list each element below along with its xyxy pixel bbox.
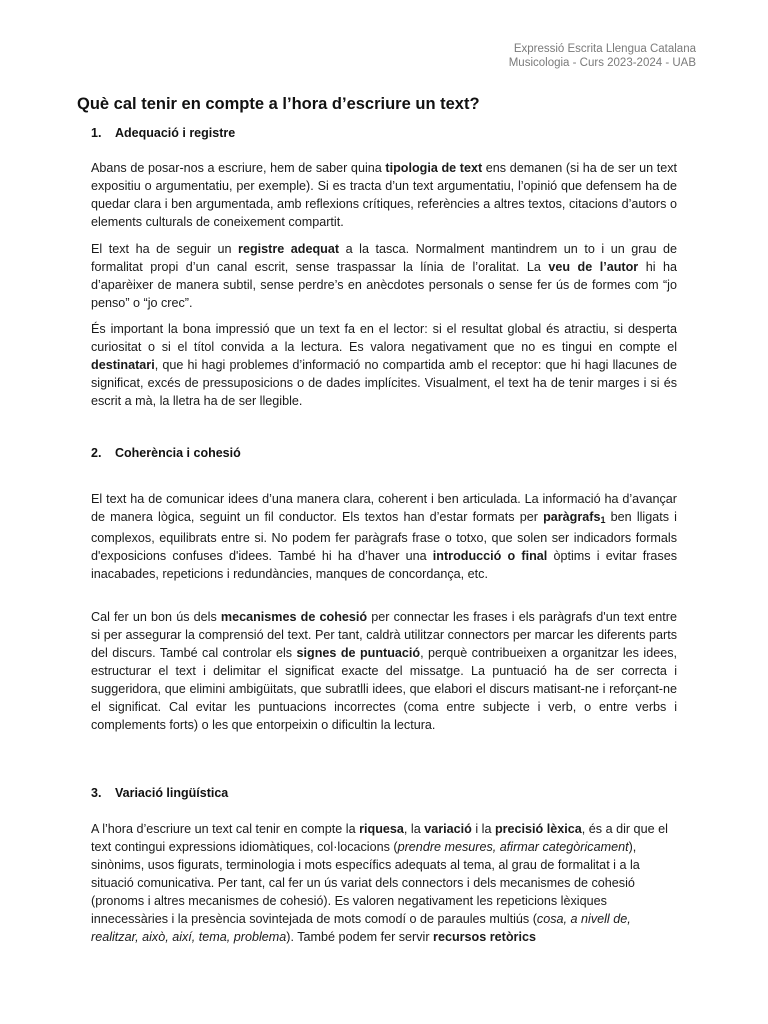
text-run: , és a dir que el text contingui expressions idiomàtiques, col·locacions ( [91,822,668,854]
text-run: , la [403,822,425,836]
paragraph [91,159,677,231]
text-run: El text ha de comunicar idees d’una manera clara, coherent i ben articulada. La informació ha d’avançar de manera lògica, seguint un fil conductor. Els textos han d’estar formats per [91,492,677,524]
footnote-marker: 1 [600,515,606,525]
section-3-heading [91,786,228,800]
text-run: Abans de posar-nos a escriure, hem de saber quina [91,161,386,175]
bold-term: destinatari [91,358,155,372]
text-run: , perquè contribueixen a organitzar les idees, estructurar el text i delimitar el significat exacte del missatge. La puntuació ha de ser correcta i suggeridora, que elimini ambigüitats, que subratlli idees, que elabori el discurs matisant-ne i reforçant-ne el significat. Cal evitar les puntuacions incorrectes (coma entre subjecte i verb, o entre verbs i complements forts) o les que entorpeixin o dificultin la lectura. [91,646,677,732]
bold-term: precisió lèxica [494,822,582,836]
text-run: a la tasca. Normalment mantindrem un to i un grau de formalitat propi d’un canal escrit, sense traspassar la línia de l’oralitat. La [91,242,677,274]
header-course-name: Expressió Escrita Llengua Catalana [513,43,696,55]
text-run: òptims i evitar frases inacabades, repeticions i redundàncies, manques de concordança, etc. [91,549,677,581]
text-run: hi ha d’aparèixer de manera subtil, sense perdre’s en anècdotes personals o sense fer ús de formes com “jo penso” o “jo crec”. [91,260,678,310]
paragraph [91,240,677,312]
bold-term: registre adequat [238,242,340,256]
paragraph [91,320,677,410]
text-run: ens demanen (si ha de ser un text expositiu o argumentatiu, per exemple). Si es tracta d’un text argumentatiu, l’opinió que defensem ha de quedar clara i ben argumentada, amb reflexions crítiques, referències a altres textos, citacions d’autors o elements culturals de coneixement compartit. [91,161,678,229]
bold-term: veu de l’autor [548,260,639,274]
bold-term: mecanismes de cohesió [220,610,368,624]
bold-term: tipologia de text [385,161,483,175]
text-run: i la [471,822,495,836]
text-run: És important la bona impressió que un text fa en el lector: si el resultat global és atractiu, si desperta curiositat o si el títol convida a la lectura. Es valora negativament que no es tingui en compte el [91,322,677,354]
bold-term: recursos retòrics [433,930,536,944]
paragraph [91,820,677,946]
bold-term: signes de puntuació [296,646,421,660]
text-run: ). També podem fer servir [286,930,434,944]
section-number: 1. [91,126,102,140]
header-course-info: Musicologia - Curs 2023-2024 - UAB [508,57,696,69]
bold-term: introducció o final [432,549,548,563]
bold-term: riquesa [359,822,404,836]
text-run: ), sinònims, usos figurats, terminologia i mots específics adequats al tema, al grau de formalitat i a la situació comunicativa. Per tant, cal fer un ús variat dels connectors i dels mecanismes de cohesió (pronoms i altres mecanismes de cohesió). Es valoren negativament les repeticions lèxiques innecessàries i la presència sovintejada de mots comodí o de paraules multiús ( [91,840,640,926]
section-number: 2. [91,446,102,460]
text-run: per connectar les frases i els paràgrafs d'un text entre si per assegurar la comprensió del text. Per tant, caldrà utilitzar connectors per marcar les diferents parts del discurs. També cal controlar els [91,610,677,660]
text-run: El text ha de seguir un [91,242,239,256]
document-title: Què cal tenir en compte a l’hora d’escriure un text? [77,95,480,113]
text-run: Cal fer un bon ús dels [91,610,221,624]
section-1-heading [91,126,235,140]
section-title: Coherència i cohesió [115,446,241,460]
text-run: , que hi hagi problemes d’informació no compartida amb el receptor: que hi hagi llacunes de significat, excés de pressuposicions o de dades implícites. Visualment, el text ha de tenir marges i si és escrit a mà, la lletra ha de ser llegible. [91,358,677,408]
bold-term: paràgrafs [543,510,601,524]
section-number: 3. [91,786,102,800]
italic-example: cosa, a nivell de, realitzar, això, així, tema, problema [91,912,631,944]
text-run: A l’hora d’escriure un text cal tenir en compte la [91,822,360,836]
paragraph [91,490,677,583]
bold-term: variació [424,822,472,836]
section-2-heading [91,446,241,460]
paragraph [91,608,677,734]
text-run: ben lligats i complexos, equilibrats entre si. No podem fer paràgrafs frase o totxo, que solen ser indicadors formals d'exposicions confuses d'idees. També hi ha d’haver una [91,510,677,563]
page-header [509,42,696,70]
section-title: Variació lingüística [115,786,229,800]
italic-example: prendre mesures, afirmar categòricament [397,840,629,854]
section-title: Adequació i registre [115,126,236,140]
